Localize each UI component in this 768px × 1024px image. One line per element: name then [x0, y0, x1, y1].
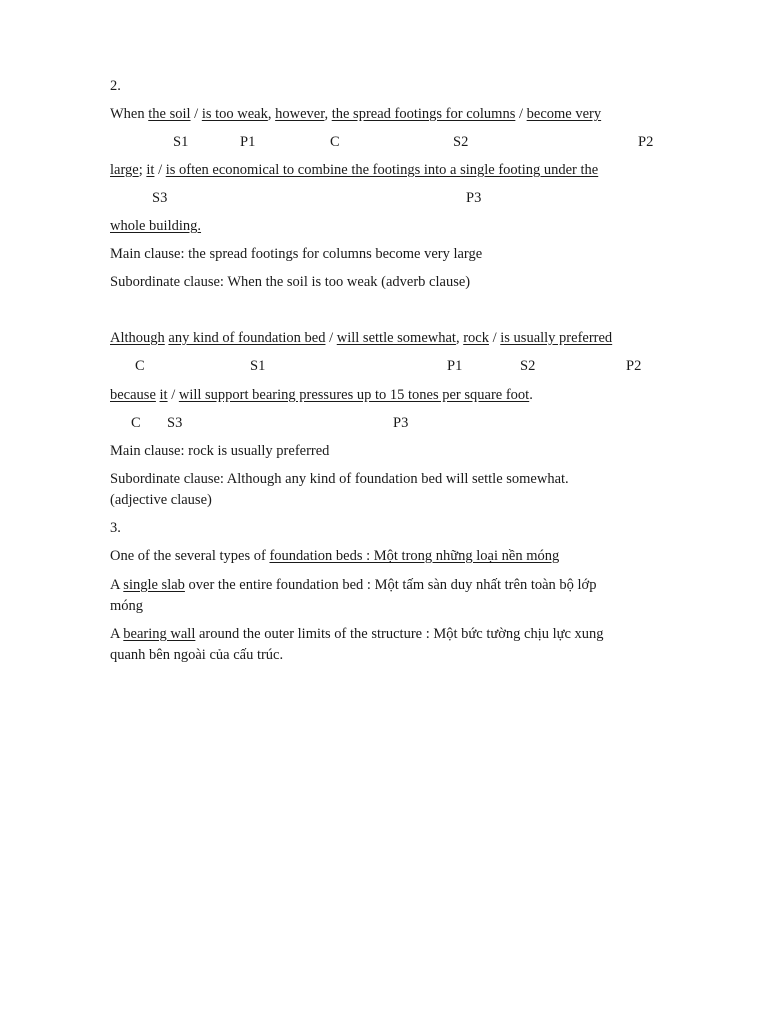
vocab-line-3-cont: quanh bên ngoài của cấu trúc. [110, 647, 284, 663]
label-p2: P2 [638, 134, 654, 150]
vocab-line-3 [110, 625, 604, 643]
label-p3: P3 [393, 415, 409, 431]
subject-s1: any kind of foundation bed [168, 330, 326, 346]
label-p3: P3 [466, 190, 482, 206]
main-clause-2: Main clause: rock is usually preferred [110, 443, 330, 459]
vocab-line-1 [110, 547, 559, 565]
label-s1: S1 [173, 134, 189, 150]
translation: around the outer limits of the structure : Một bức tường chịu lực xung [195, 626, 604, 642]
sentence1-line3 [110, 217, 201, 235]
term: foundation beds : Một trong những loại nền móng [269, 548, 560, 564]
text: When [110, 106, 149, 122]
text: One of the several types of [110, 548, 270, 564]
conjunction-c: Although [110, 330, 165, 346]
label-c: C [131, 415, 141, 431]
label-s3: S3 [152, 190, 168, 206]
label-p1: P1 [447, 358, 463, 374]
label-s1: S1 [250, 358, 266, 374]
subject-s3: it [159, 387, 168, 403]
comma: , [455, 330, 464, 346]
section-number-2: 2. [110, 78, 121, 94]
subordinate-clause-2: Subordinate clause: Although any kind of foundation bed will settle somewhat. [110, 471, 569, 487]
predicate-p1: will settle somewhat [336, 330, 456, 346]
sentence2-line2 [110, 386, 533, 404]
period: . [529, 387, 533, 403]
vocab-line-2 [110, 576, 596, 594]
text: A [110, 626, 124, 642]
subordinate-clause-2-type: (adjective clause) [110, 492, 212, 508]
label-p2: P2 [626, 358, 642, 374]
separator: / [190, 106, 202, 122]
label-s3: S3 [167, 415, 183, 431]
predicate-p2: become very [526, 106, 602, 122]
separator: / [154, 162, 166, 178]
subject-s2: rock [463, 330, 489, 346]
subject-s2: the spread footings for columns [331, 106, 516, 122]
semicolon: ; [138, 162, 147, 178]
separator: / [325, 330, 337, 346]
label-c: C [330, 134, 340, 150]
predicate-p3: is often economical to combine the footings into a single footing under the [165, 162, 599, 178]
label-s2: S2 [520, 358, 536, 374]
separator: / [515, 106, 527, 122]
section-number-3: 3. [110, 520, 121, 536]
predicate-p2-cont: large [110, 162, 139, 178]
sentence1-line2 [110, 161, 598, 179]
predicate-p3: will support bearing pressures up to 15 tones per square foot [178, 387, 530, 403]
comma: , [324, 106, 332, 122]
conjunction-c: however [275, 106, 325, 122]
subordinate-clause-1: Subordinate clause: When the soil is too weak (adverb clause) [110, 274, 471, 290]
predicate-p3-cont: whole building. [110, 218, 202, 234]
label-p1: P1 [240, 134, 256, 150]
comma: , [267, 106, 276, 122]
separator: / [488, 330, 501, 346]
text: A [110, 577, 124, 593]
predicate-p2: is usually preferred [500, 330, 613, 346]
sentence2-line1 [110, 329, 612, 347]
separator: / [167, 387, 179, 403]
translation: over the entire foundation bed : Một tấm sàn duy nhất trên toàn bộ lớp [184, 577, 597, 593]
term: bearing wall [123, 626, 196, 642]
main-clause-1: Main clause: the spread footings for columns become very large [110, 246, 483, 262]
vocab-line-2-cont: móng [110, 598, 144, 614]
predicate-p1: is too weak [201, 106, 268, 122]
subject-s1: the soil [148, 106, 191, 122]
label-s2: S2 [453, 134, 469, 150]
term: single slab [123, 577, 185, 593]
conjunction-c: because [110, 387, 156, 403]
label-c: C [135, 358, 145, 374]
sentence1-line1 [110, 105, 601, 123]
subject-s3: it [146, 162, 155, 178]
